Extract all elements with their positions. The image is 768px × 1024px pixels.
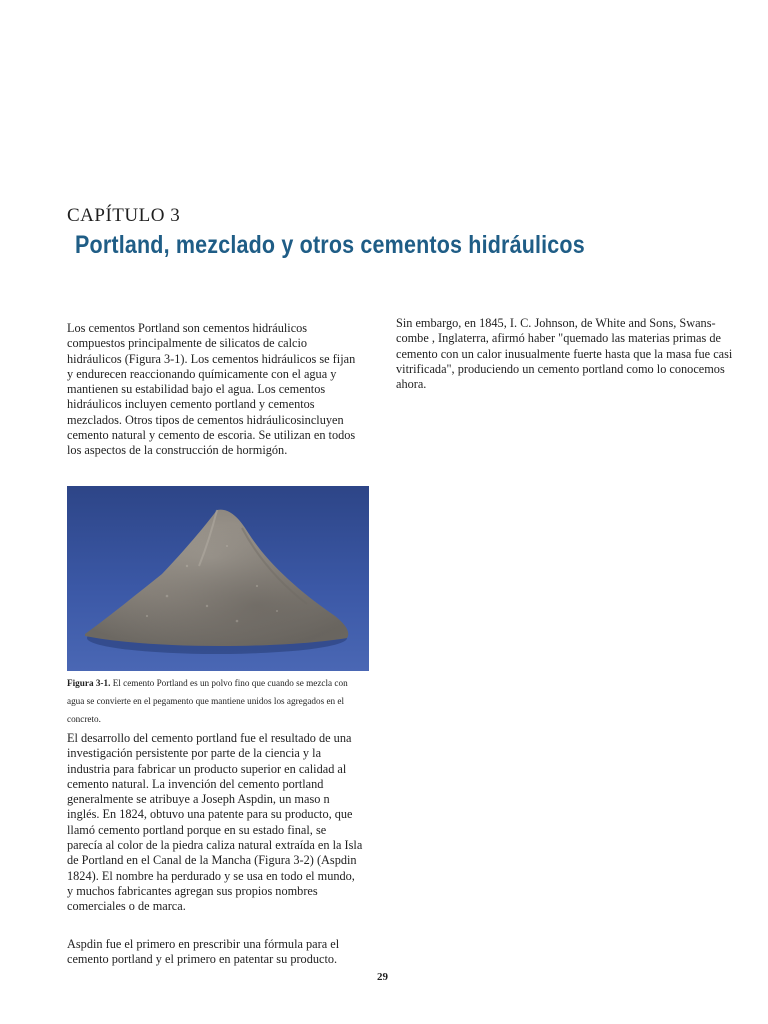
chapter-label: CAPÍTULO 3: [67, 205, 181, 226]
chapter-title: Portland, mezclado y otros cementos hidráulicos: [75, 231, 585, 259]
figure-caption: [67, 674, 367, 728]
intro-paragraph: Los cementos Portland son cementos hidráulicos compuestos principalmente de silicatos de calcio hidráulicos (Figura 3-1). Los cementos hidráulicos se fijan y endurecen reaccionando químicamente con el agua y mantienen su estabilidad bajo el agua. Los cementos hidráulicos incluyen cemento portland y cementos mezclados. Otros tipos de cementos hidráulicosincluyen cemento natural y cemento de escoria. Se utilizan en todos los aspectos de la construcción de hormigón.: [67, 321, 356, 458]
right-column: [396, 316, 736, 392]
page-number: 29: [377, 971, 388, 983]
johnson-paragraph: Sin embargo, en 1845, I. C. Johnson, de White and Sons, Swans-combe , Inglaterra, afirmó haber "quemado las materias primas de cemento con un calor inusualmente fuerte hasta que la masa fue casi vitrificada", produciendo un cemento portland como lo conocemos ahora.: [396, 316, 733, 392]
history-paragraph: El desarrollo del cemento portland fue el resultado de una investigación persistente por parte de la ciencia y la industria para fabricar un producto superior en calidad al cemento natural. La invención del cemento portland generalmente se atribuye a Joseph Aspdin, un maso n inglés. En 1824, obtuvo una patente para su producto, que llamó cemento portland porque en su estado final, se parecía al color de la piedra caliza natural extraída en la Isla de Portland en el Canal de la Mancha (Figura 3-2) (Aspdin 1824). El nombre ha perdurado y se usa en todo el mundo, y muchos fabricantes agregan sus propios nombres comerciales o de marca.: [67, 731, 363, 914]
cement-powder-photo: [67, 486, 369, 671]
figure-caption-label: Figura 3-1.: [67, 678, 111, 688]
figure-caption-text: El cemento Portland es un polvo fino que cuando se mezcla con agua se convierte en el pegamento que mantiene unidos los agregados en el concreto.: [67, 678, 348, 724]
aspdin-paragraph: Aspdin fue el primero en prescribir una fórmula para el cemento portland y el primero en patentar su producto.: [67, 937, 340, 967]
